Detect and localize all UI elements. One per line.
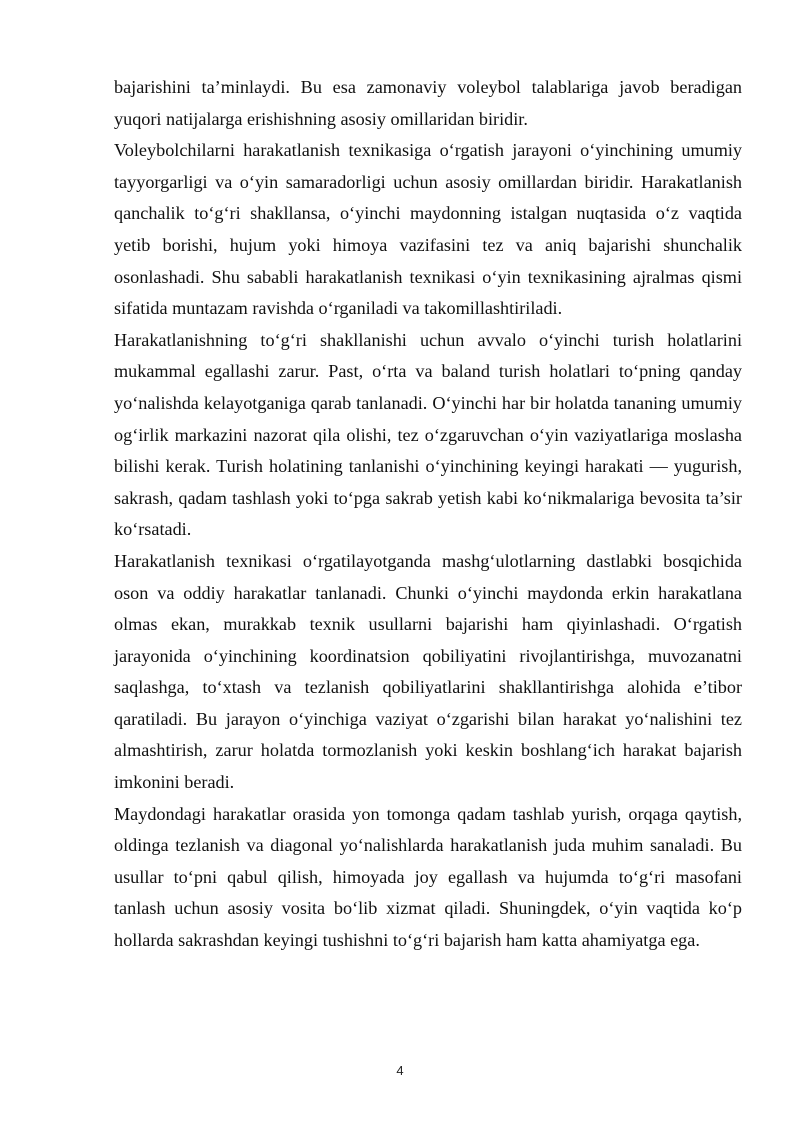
paragraph-movement-technique: Voleybolchilarni harakatlanish texnikasiga o‘rgatish jarayoni o‘yinchining umumiy tayyorgarligi va o‘yin samaradorligi uchun asosiy omillardan biridir. Harakatlanish qanchalik to‘g‘ri shakllansa, o‘yinchi maydonning istalgan nuqtasida o‘z vaqtida yetib borishi, hujum yoki himoya vazifasini tez va aniq bajarishi shunchalik osonlashadi. Shu sababli harakatlanish texnikasi o‘yin texnikasining ajralmas qismi sifatida muntazam ravishda o‘rganiladi va takomillashtiriladi.: [114, 140, 742, 319]
document-page-body: [114, 72, 742, 957]
paragraph-training-stages: Harakatlanish texnikasi o‘rgatilayotganda mashg‘ulotlarning dastlabki bosqichida oson va oddiy harakatlar tanlanadi. Chunki o‘yinchi maydonda erkin harakatlana olmas ekan, murakkab texnik usullarni bajarishi ham qiyinlashadi. O‘rgatish jarayonida o‘yinchining koordinatsion qobiliyatini rivojlantirishga, muvozanatni saqlashga, to‘xtash va tezlanish qobiliyatlarini shakllantirishga alohida e’tibor qaratiladi. Bu jarayon o‘yinchiga vaziyat o‘zgarishi bilan harakat yo‘nalishini tez almashtirish, zarur holatda tormozlanish yoki keskin boshlang‘ich harakat bajarish imkonini beradi.: [114, 550, 742, 793]
paragraph-continuation: bajarishini ta’minlaydi. Bu esa zamonaviy voleybol talablariga javob beradigan yuqori natijalarga erishishning asosiy omillaridan biridir.: [114, 77, 742, 129]
paragraph-court-movements: Maydondagi harakatlar orasida yon tomonga qadam tashlab yurish, orqaga qaytish, oldinga tezlanish va diagonal yo‘nalishlarda harakatlanish juda muhim sanaladi. Bu usullar to‘pni qabul qilish, himoyada joy egallash va hujumda to‘g‘ri masofani tanlash uchun asosiy vosita bo‘lib xizmat qiladi. Shuningdek, o‘yin vaqtida ko‘p hollarda sakrashdan keyingi tushishni to‘g‘ri bajarish ham katta ahamiyatga ega.: [114, 803, 742, 951]
page-number: 4: [396, 1063, 404, 1078]
paragraph-standing-positions: Harakatlanishning to‘g‘ri shakllanishi uchun avvalo o‘yinchi turish holatlarini mukammal egallashi zarur. Past, o‘rta va baland turish holatlari to‘pning qanday yo‘nalishda kelayotganiga qarab tanlanadi. O‘yinchi har bir holatda tananing umumiy og‘irlik markazini nazorat qila olishi, tez o‘zgaruvchan o‘yin vaziyatlariga moslasha bilishi kerak. Turish holatining tanlanishi o‘yinchining keyingi harakati — yugurish, sakrash, qadam tashlash yoki to‘pga sakrab yetish kabi ko‘nikmalariga bevosita ta’sir ko‘rsatadi.: [114, 329, 742, 540]
